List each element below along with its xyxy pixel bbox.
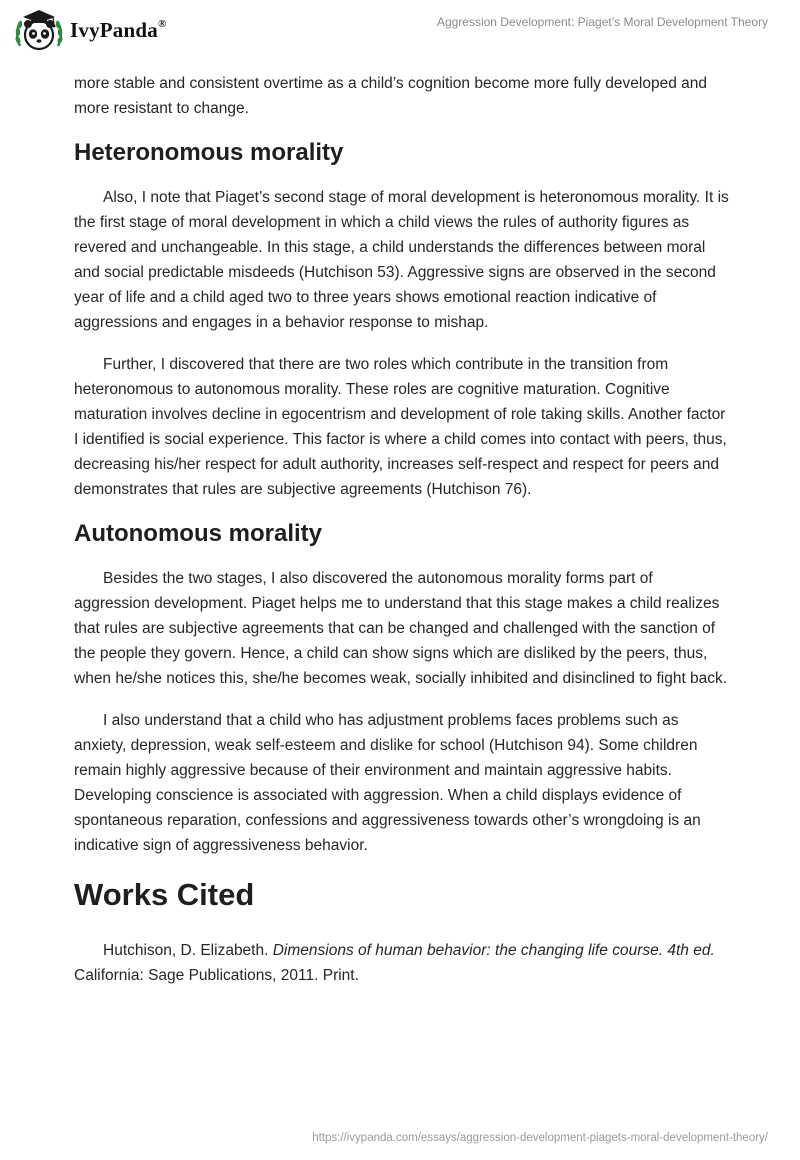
panda-graduate-icon [14,8,64,52]
brand-name [70,18,166,43]
citation-publisher: California: Sage Publications, 2011. Print. [74,967,359,984]
heading-autonomous-morality: Autonomous morality [74,520,323,547]
heading-works-cited: Works Cited [74,877,255,912]
heteronomous-paragraph-2: Further, I discovered that there are two roles which contribute in the transition from heteronomous to autonomous morality. These roles are cognitive maturation. Cognitive maturation involves decline in egocentrism and development of role taking skills. Another factor I identified is social experience. This factor is where a child comes into contact with peers, thus, decreasing his/her respect for adult authority, increases self-respect and respect for peers and demonstrates that rules are subjective agreements (Hutchison 76). [74,356,727,498]
page-header [0,0,800,60]
autonomous-paragraph-2: I also understand that a child who has adjustment problems faces problems such as anxiety, depression, weak self-esteem and dislike for school (Hutchison 94). Some children remain highly aggressive because of their environment and maintain aggressive habits. Developing conscience is associated with aggression. When a child displays evidence of spontaneous reparation, confessions and aggressiveness towards other’s wrongdoing is an indicative sign of aggressiveness behavior. [74,712,701,854]
intro-paragraph: more stable and consistent overtime as a child’s cognition become more fully developed and more resistant to change. [74,75,707,117]
citation-author: Hutchison, D. Elizabeth. [103,942,269,959]
source-url[interactable]: https://ivypanda.com/essays/aggression-development-piagets-moral-development-theory/ [312,1132,768,1144]
citation-entry [74,938,730,988]
registered-mark: ® [157,17,167,30]
document-title: Aggression Development: Piaget’s Moral Development Theory [436,15,768,29]
brand-text: IvyPanda [70,17,158,42]
ivypanda-logo[interactable] [14,8,166,52]
autonomous-paragraph-1: Besides the two stages, I also discovered the autonomous morality forms part of aggression development. Piaget helps me to understand that this stage makes a child realizes that rules are subjective agreements that can be changed and challenged with the sanction of the people they govern. Hence, a child can show signs which are disliked by the peers, thus, when he/she notices this, she/he becomes weak, socially inhibited and disinclined to fight back. [74,570,728,687]
essay-content [74,71,730,988]
citation-title: Dimensions of human behavior: the changing life course. 4th ed. [272,942,715,959]
heading-heteronomous-morality: Heteronomous morality [74,139,344,166]
heteronomous-paragraph-1: Also, I note that Piaget’s second stage of moral development is heteronomous morality. It is the first stage of moral development in which a child views the rules of authority figures as revered and unchangeable. In this stage, a child understands the differences between moral and social predictable misdeeds (Hutchison 53). Aggressive signs are observed in the second year of life and a child aged two to three years shows emotional reaction indicative of aggressions and engages in a behavior response to mishap. [74,189,729,331]
